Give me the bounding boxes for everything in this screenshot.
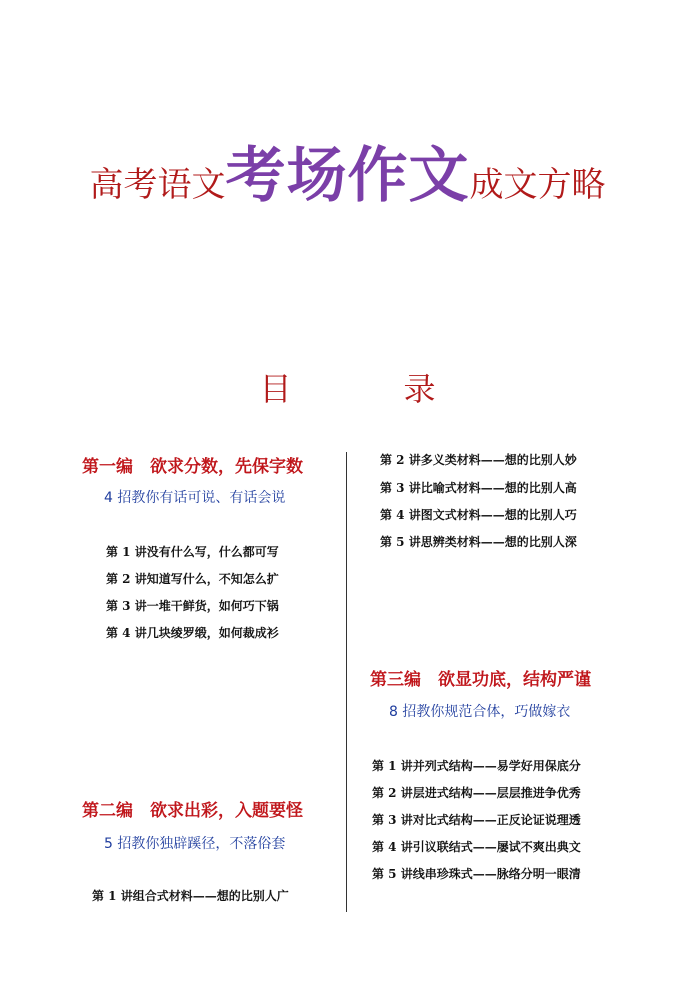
part-1-heading: 第一编 欲求分数，先保字数 — [82, 457, 303, 477]
part-3-lecture-3: 第 3 讲对比式结构——正反论证说理透 — [372, 813, 581, 827]
part-1-lecture-2: 第 2 讲知道写什么，不知怎么扩 — [106, 572, 279, 586]
part-2-heading: 第二编 欲求出彩，入题要怪 — [82, 801, 303, 821]
part-3-subtitle: 8 招教你规范合体，巧做嫁衣 — [389, 704, 571, 720]
title-prefix: 高考语文 — [89, 165, 226, 205]
part-1-lecture-3: 第 3 讲一堆干鲜货，如何巧下锅 — [106, 599, 279, 613]
part-2-lecture-2: 第 2 讲多义类材料——想的比别人妙 — [380, 453, 577, 467]
part-1-lecture-1: 第 1 讲没有什么写，什么都可写 — [106, 545, 279, 559]
part-2-lecture-4: 第 4 讲图文式材料——想的比别人巧 — [380, 508, 577, 522]
part-2-subtitle: 5 招教你独辟蹊径，不落俗套 — [104, 836, 286, 852]
title-suffix: 成文方略 — [469, 165, 606, 205]
part-1-lecture-4: 第 4 讲几块绫罗缎，如何裁成衫 — [106, 626, 279, 640]
column-divider — [346, 452, 347, 912]
part-3-lecture-4: 第 4 讲引议联结式——屡试不爽出典文 — [372, 840, 581, 854]
part-3-lecture-2: 第 2 讲层进式结构——层层推进争优秀 — [372, 786, 581, 800]
toc-title: 目 录 — [259, 370, 476, 408]
part-2-lecture-5: 第 5 讲思辨类材料——想的比别人深 — [380, 535, 577, 549]
part-3-lecture-5: 第 5 讲线串珍珠式——脉络分明一眼清 — [372, 867, 581, 881]
part-2-lecture-3: 第 3 讲比喻式材料——想的比别人高 — [380, 481, 577, 495]
part-3-lecture-1: 第 1 讲并列式结构——易学好用保底分 — [372, 759, 581, 773]
part-3-heading: 第三编 欲显功底，结构严谨 — [370, 670, 591, 690]
part-1-subtitle: 4 招教你有话可说、有话会说 — [104, 490, 286, 506]
document-title — [0, 128, 695, 214]
part-2-lecture-1: 第 1 讲组合式材料——想的比别人广 — [92, 889, 289, 903]
title-main: 考场作文 — [225, 141, 470, 211]
